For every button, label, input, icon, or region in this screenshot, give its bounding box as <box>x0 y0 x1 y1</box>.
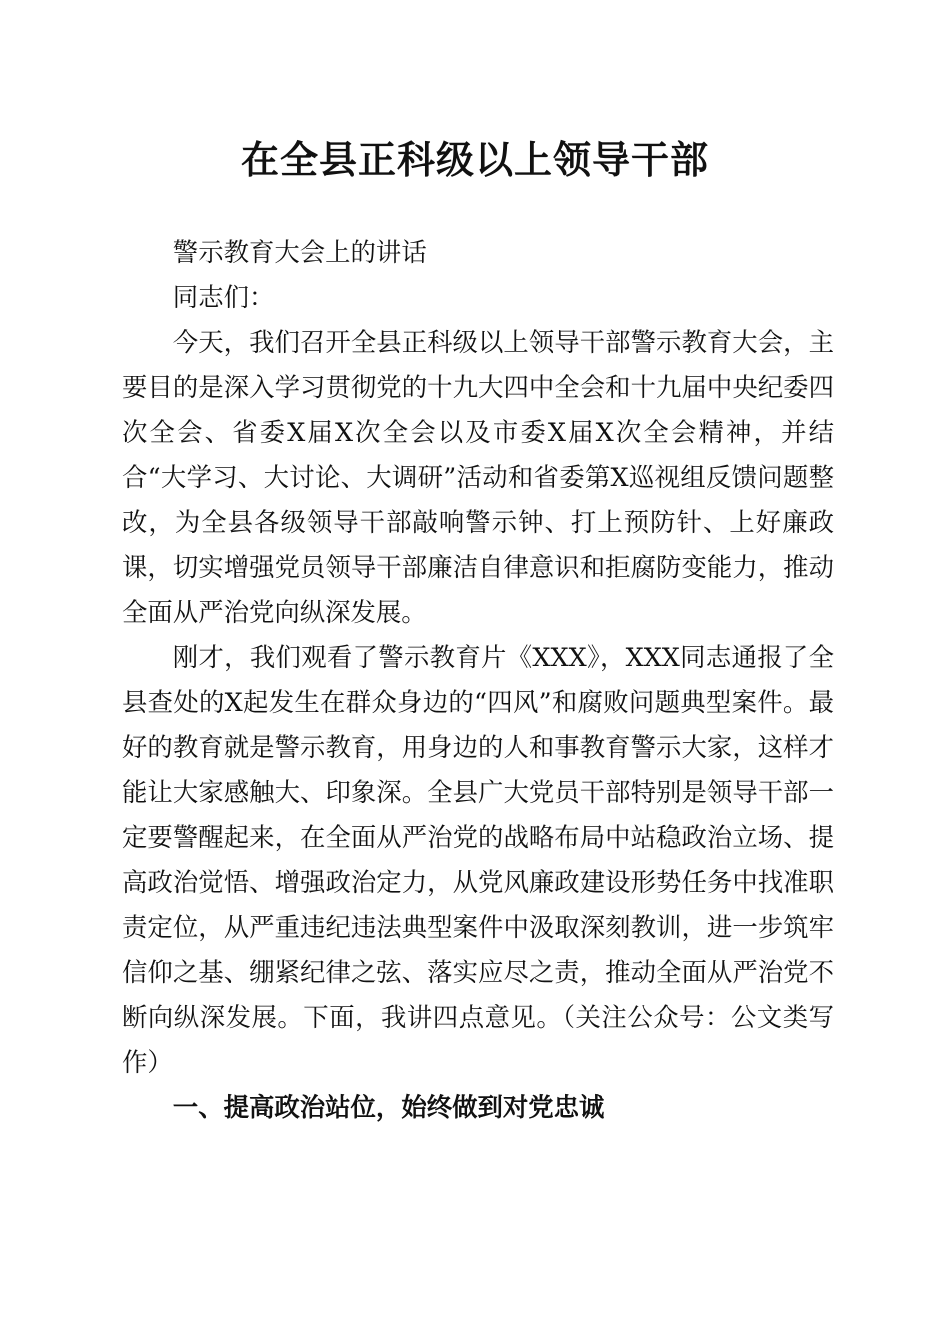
section-heading-1: 一、提高政治站位，始终做到对党忠诚 <box>172 1092 605 1122</box>
paragraph-1: 今天，我们召开全县正科级以上领导干部警示教育大会，主要目的是深入学习贯彻党的十九大四中全会和十九届中央纪委四次全会、省委X届X次全会以及市委X届X次全会精神，并结合“大学习、大讨论、大调研”活动和省委第X巡视组反馈问题整改，为全县各级领导干部敲响警示钟、打上预防针、上好廉政课，切实增强党员领导干部廉洁自律意识和拒腐防变能力，推动全面从严治党向纵深发展。 <box>122 327 834 627</box>
paragraph-2: 刚才，我们观看了警示教育片《XXX》，XXX同志通报了全县查处的X起发生在群众身边的“四风”和腐败问题典型案件。最好的教育就是警示教育，用身边的人和事教育警示大家，这样才能让大家感触大、印象深。全县广大党员干部特别是领导干部一定要警醒起来，在全面从严治党的战略布局中站稳政治立场、提高政治觉悟、增强政治定力，从党风廉政建设形势任务中找准职责定位，从严重违纪违法典型案件中汲取深刻教训，进一步筑牢信仰之基、绷紧纪律之弦、落实应尽之责，推动全面从严治党不断向纵深发展。下面，我讲四点意见。（关注公众号：公文类写作） <box>122 642 834 1077</box>
document-body <box>122 230 834 1130</box>
document-subtitle: 警示教育大会上的讲话 <box>172 237 427 267</box>
document-title: 在全县正科级以上领导干部 <box>240 138 709 182</box>
salutation: 同志们： <box>172 282 275 312</box>
